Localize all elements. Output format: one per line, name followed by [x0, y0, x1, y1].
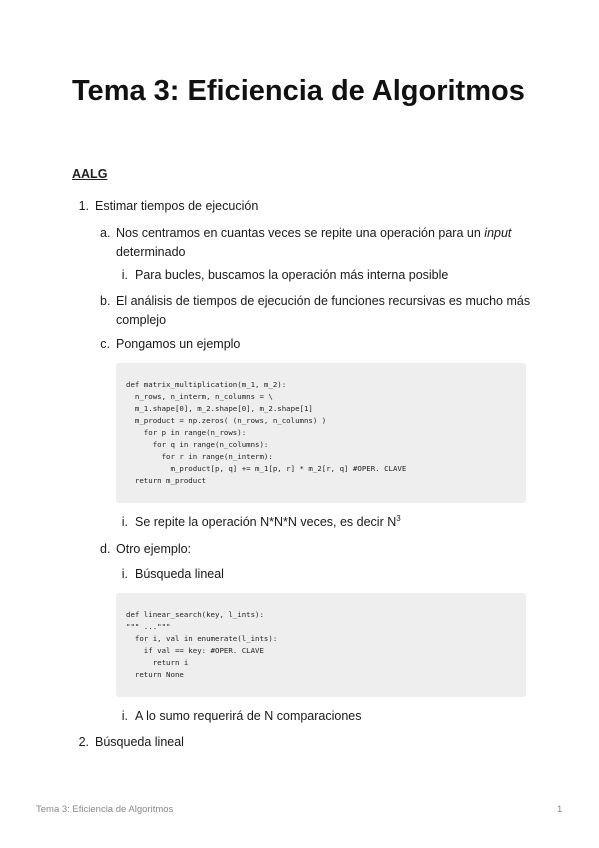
footer-page-number: 1 — [557, 804, 563, 815]
list-item-text: El análisis de tiempos de ejecución de funciones recursivas es mucho más complejo — [116, 294, 531, 327]
code-block — [116, 363, 526, 503]
list-item-text: Otro ejemplo: — [116, 542, 192, 556]
list-item-text: Búsqueda lineal — [95, 735, 184, 749]
list-item-text-main: Se repite la operación N*N*N veces, es decir N — [135, 515, 397, 529]
list-marker: a. — [100, 226, 111, 240]
code-text: def linear_search(key, l_ints): """ ...""" for i, val in enumerate(l_ints): if val == key: #OPER. CLAVE return i return None — [126, 610, 278, 679]
list-marker: i. — [121, 268, 128, 282]
footer-title: Tema 3: Eficiencia de Algoritmos — [36, 804, 174, 815]
list-item-text-cont: determinado — [116, 245, 186, 259]
list-item-text — [135, 513, 401, 532]
list-marker: i. — [121, 515, 128, 529]
list-item-text: Para bucles, buscamos la operación más interna posible — [135, 268, 449, 282]
list-item-text: Nos centramos en cuantas veces se repite una operación para un — [116, 226, 481, 240]
page-title: Tema 3: Eficiencia de Algoritmos — [72, 75, 525, 107]
list-marker: d. — [100, 542, 111, 556]
list-marker: 2. — [78, 735, 89, 749]
list-marker: c. — [100, 337, 110, 351]
course-link[interactable]: AALG — [72, 167, 108, 181]
italic-term: input — [484, 226, 512, 240]
list-item-text: Pongamos un ejemplo — [116, 337, 241, 351]
list-marker: 1. — [78, 199, 89, 213]
list-marker: b. — [100, 294, 111, 308]
list-marker: i. — [121, 709, 128, 723]
list-item-text: Búsqueda lineal — [135, 567, 224, 581]
code-text: def matrix_multiplication(m_1, m_2): n_rows, n_interm, n_columns = \ m_1.shape[0], m_2.shape[0], m_2.shape[1] m_product = np.zeros( (n_rows, n_columns) ) for p in range(n_rows): for q in range(n_columns): for r in range(n_interm): m_product[p, q] += m_1[p, r] * m_2[r, q] #OPER. CLAVE return m_product — [126, 380, 407, 485]
list-item-text: A lo sumo requerirá de N comparaciones — [135, 709, 362, 723]
superscript: 3 — [396, 513, 401, 523]
list-marker: i. — [121, 567, 128, 581]
list-item-text: Estimar tiempos de ejecución — [95, 199, 259, 213]
code-block — [116, 593, 526, 697]
